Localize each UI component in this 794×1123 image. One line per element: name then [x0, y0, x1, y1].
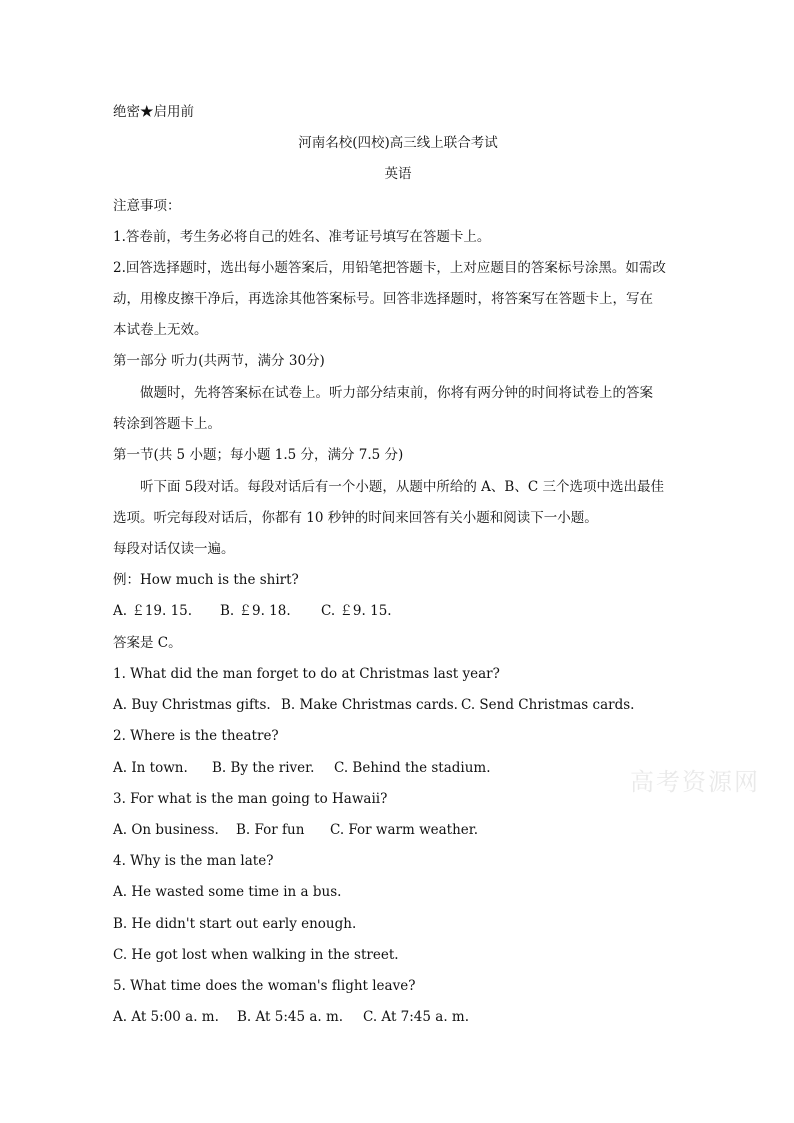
note-item-2-line-2: 动，用橡皮擦干净后，再选涂其他答案标号。回答非选择题时，将答案写在答题卡上，写在 [113, 291, 653, 307]
question-1: 1. What did the man forget to do at Christmas last year? [113, 666, 500, 682]
part1-instruction-line-2: 转涂到答题卡上。 [113, 416, 221, 432]
example-option-a: A. ￡19. 15. [113, 603, 193, 619]
note-item-2-line-1: 2.回答选择题时，选出每小题答案后，用铅笔把答题卡，上对应题目的答案标号涂黑。如需改 [113, 260, 666, 276]
question-2-option-c: C. Behind the stadium. [334, 760, 491, 776]
question-5-option-c: C. At 7:45 a. m. [363, 1009, 469, 1025]
note-item-1: 1.答卷前，考生务必将自己的姓名、准考证号填写在答题卡上。 [113, 229, 491, 245]
part1-heading: 第一部分 听力(共两节，满分 30分) [113, 353, 325, 369]
question-3-option-a: A. On business. [113, 822, 219, 838]
question-2-option-b: B. By the river. [212, 760, 315, 776]
question-3-option-b: B. For fun [236, 822, 305, 838]
question-4-option-c: C. He got lost when walking in the street. [113, 947, 399, 963]
section1-instruction-line-2: 选项。听完每段对话后，你都有 10 秒钟的时间来回答有关小题和阅读下一小题。 [113, 510, 598, 526]
watermark-text: 高考资源网 [630, 768, 760, 796]
question-2: 2. Where is the theatre? [113, 728, 279, 744]
exam-title: 河南名校(四校)高三线上联合考试 [298, 135, 498, 151]
question-5-option-a: A. At 5:00 a. m. [113, 1009, 219, 1025]
confidential-label: 绝密★启用前 [113, 104, 194, 120]
question-1-option-b: B. Make Christmas cards. [281, 697, 458, 713]
notes-heading: 注意事项： [113, 198, 181, 214]
question-4: 4. Why is the man late? [113, 853, 274, 869]
subject-title: 英语 [384, 166, 412, 182]
question-4-option-a: A. He wasted some time in a bus. [113, 884, 342, 900]
question-1-option-a: A. Buy Christmas gifts. [113, 697, 271, 713]
question-5: 5. What time does the woman's flight leave? [113, 978, 416, 994]
section1-heading: 第一节(共 5 小题；每小题 1.5 分，满分 7.5 分) [113, 447, 404, 463]
example-question: 例：How much is the shirt? [113, 572, 299, 588]
question-1-option-c: C. Send Christmas cards. [461, 697, 635, 713]
read-once-note: 每段对话仅读一遍。 [113, 541, 235, 557]
example-option-b: B. ￡9. 18. [220, 603, 291, 619]
question-3-option-c: C. For warm weather. [330, 822, 479, 838]
question-2-option-a: A. In town. [113, 760, 188, 776]
question-3: 3. For what is the man going to Hawaii? [113, 791, 388, 807]
part1-instruction-line-1: 做题时，先将答案标在试卷上。听力部分结束前，你将有两分钟的时间将试卷上的答案 [140, 385, 653, 401]
question-4-option-b: B. He didn't start out early enough. [113, 916, 357, 932]
question-5-option-b: B. At 5:45 a. m. [237, 1009, 344, 1025]
example-answer: 答案是 C。 [113, 635, 182, 651]
section1-instruction-line-1: 听下面 5段对话。每段对话后有一个小题，从题中所给的 A、B、C 三个选项中选出最佳 [140, 479, 664, 495]
example-option-c: C. ￡9. 15. [321, 603, 392, 619]
note-item-2-line-3: 本试卷上无效。 [113, 322, 208, 338]
